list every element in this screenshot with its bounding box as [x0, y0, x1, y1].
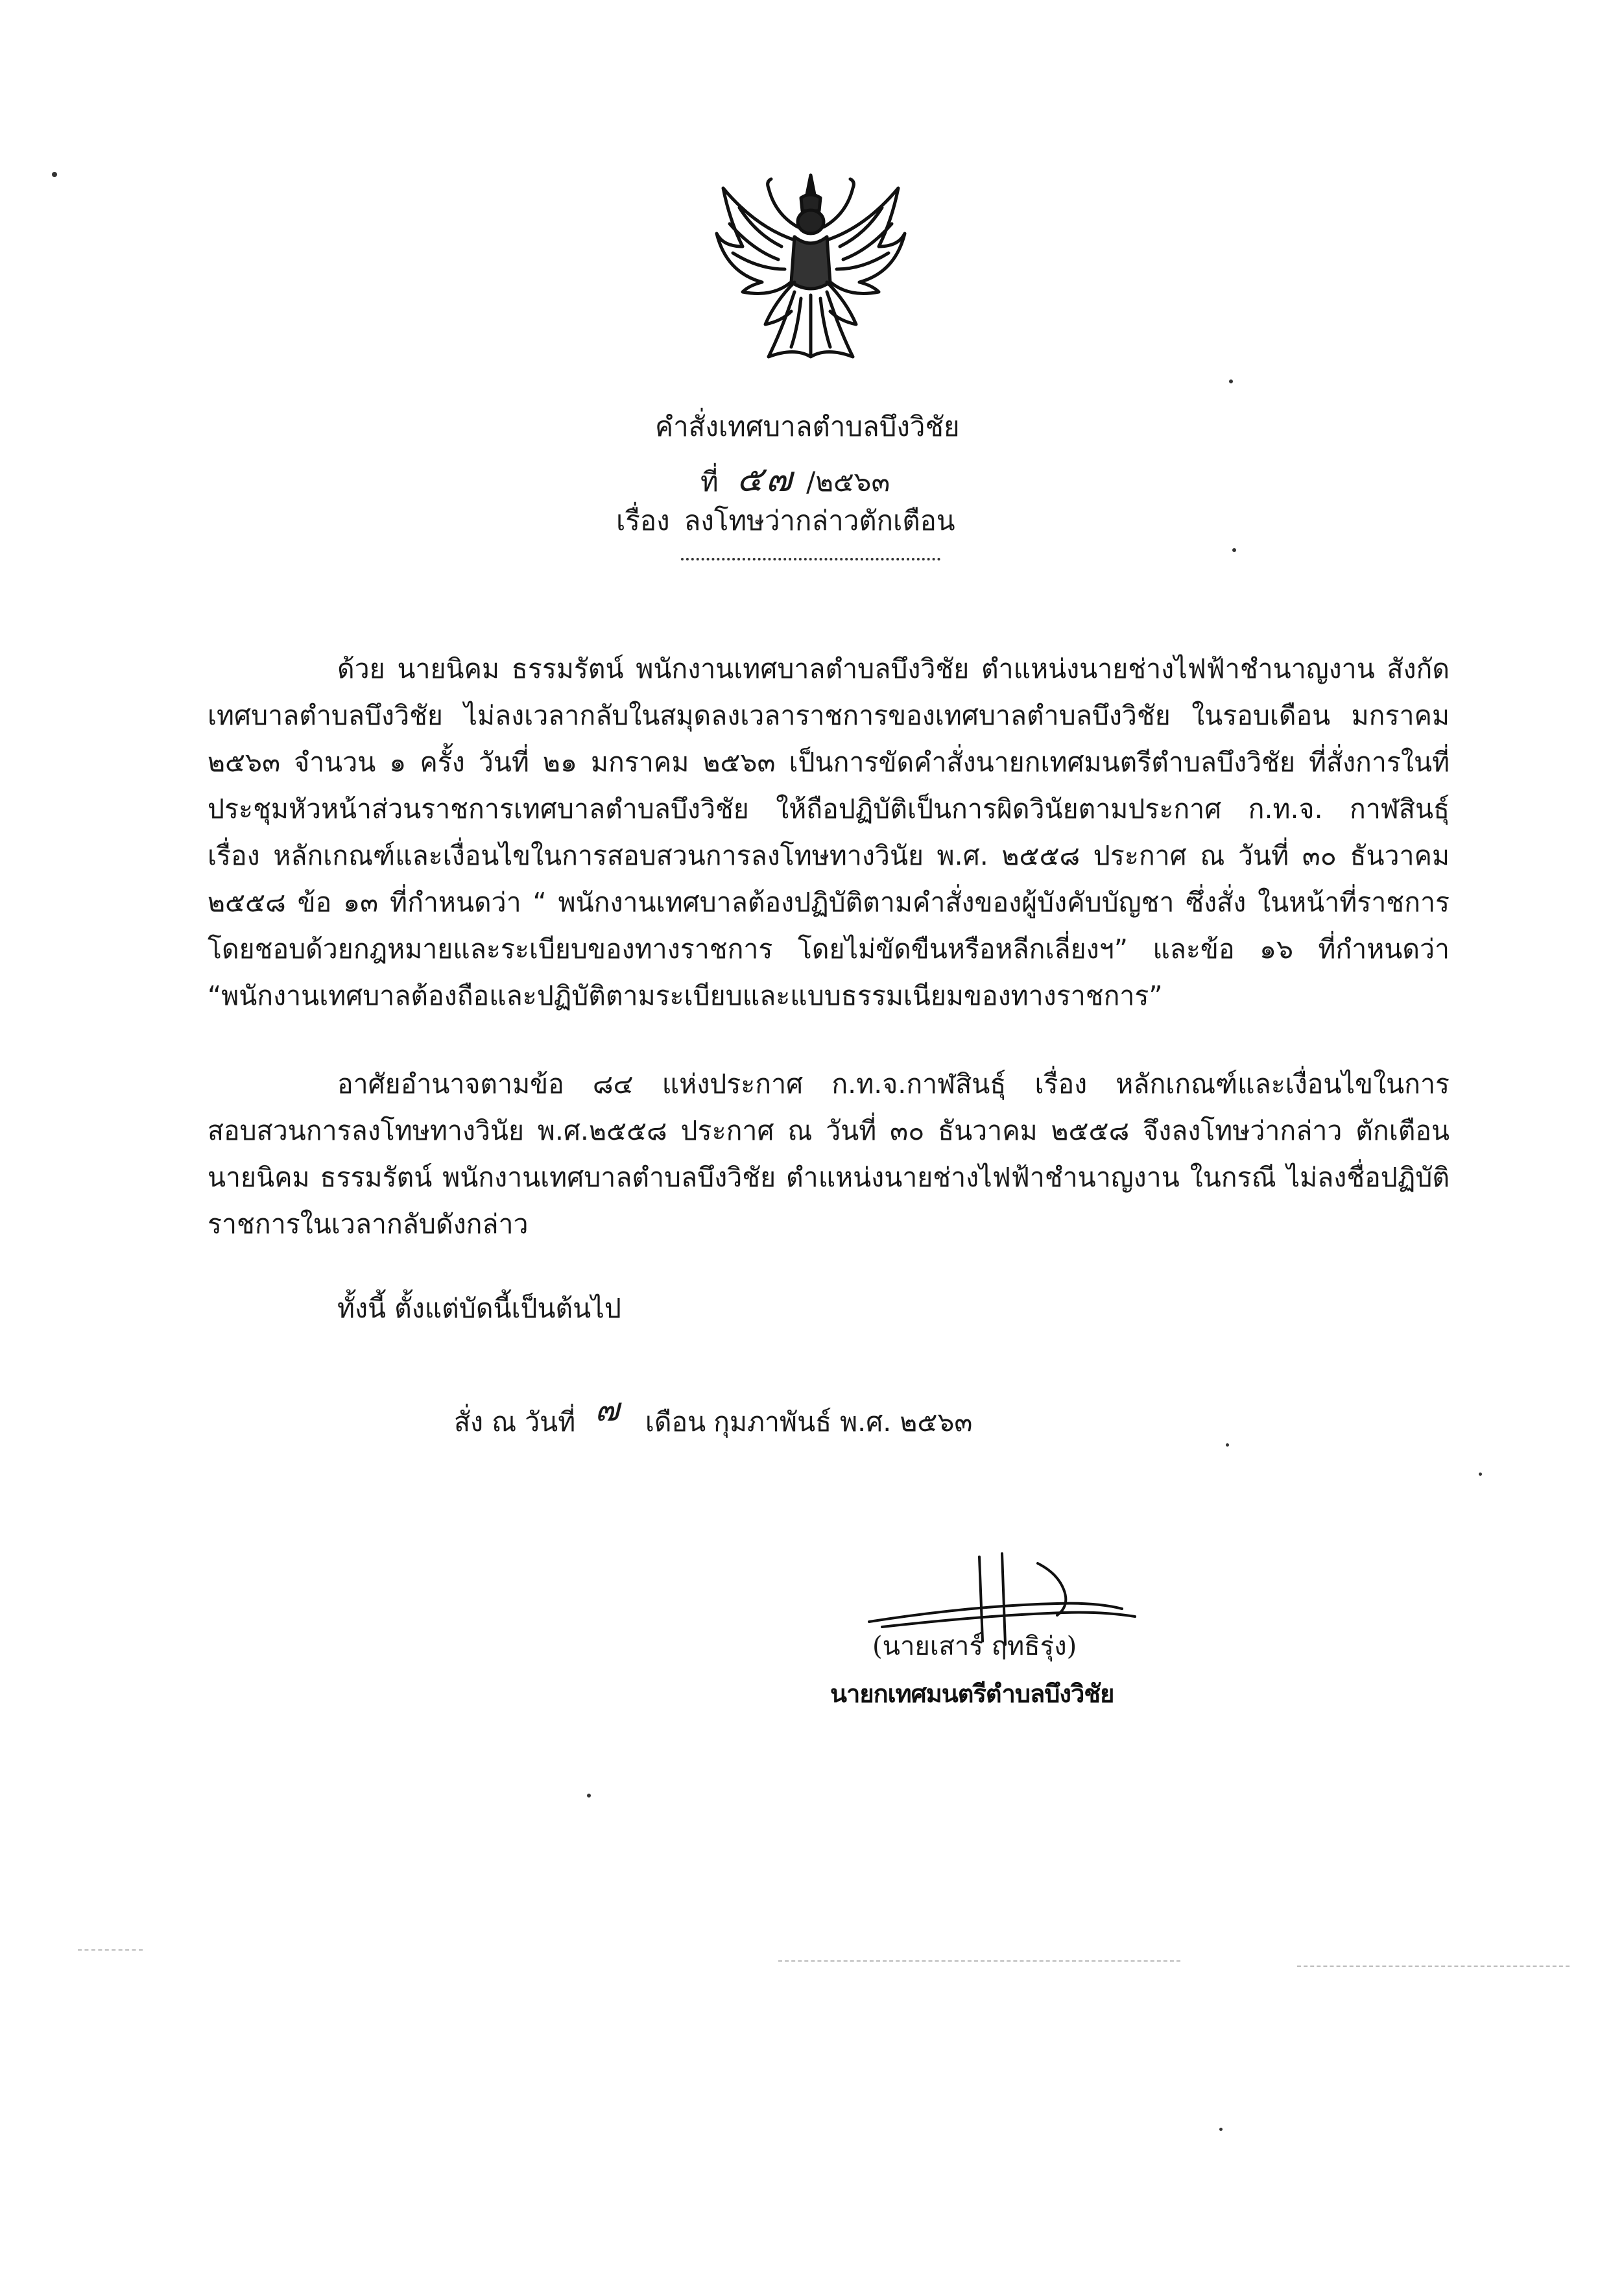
body-paragraph-1-text: ด้วย นายนิคม ธรรมรัตน์ พนักงานเทศบาลตำบลบึงวิชัย ตำแหน่งนายช่างไฟฟ้าชำนาญงาน สังกัดเทศบาลตำบลบึงวิชัย ไม่ลงเวลากลับในสมุดลงเวลาราชการของเทศบาลตำบลบึงวิชัย ในรอบเดือน มกราคม ๒๕๖๓ จำนวน ๑ ครั้ง วันที่ ๒๑ มกราคม ๒๕๖๓ เป็นการขัดคำสั่งนายกเทศมนตรีตำบลบึงวิชัย ที่สั่งการในที่ประชุมหัวหน้าส่วนราชการเทศบาลตำบลบึงวิชัย ให้ถือปฏิบัติเป็นการผิดวินัยตามประกาศ ก.ท.จ. กาฬสินธุ์ เรื่อง หลักเกณฑ์และเงื่อนไขในการสอบสวนการลงโทษทางวินัย พ.ศ. ๒๕๕๘ ประกาศ ณ วันที่ ๓๐ ธันวาคม ๒๕๕๘ ข้อ ๑๓ ที่กำหนดว่า “ พนักงานเทศบาลต้องปฏิบัติตามคำสั่งของผู้บังคับบัญชา ซึ่งสั่ง ในหน้าที่ราชการโดยชอบด้วยกฎหมายและระเบียบของทางราชการ โดยไม่ขัดขืนหรือหลีกเลี่ยงฯ” และข้อ ๑๖ ที่กำหนดว่า “พนักงานเทศบาลต้องถือและปฏิบัติตามระเบียบและแบบธรรมเนียมของทางราชการ” — [208, 653, 1450, 1011]
scan-speck — [587, 1794, 591, 1798]
order-title: คำสั่งเทศบาลตำบลบึงวิชัย — [655, 411, 960, 442]
order-number-handwritten: ๕๗ — [736, 459, 795, 499]
order-date-prefix: สั่ง ณ วันที่ — [454, 1406, 576, 1437]
order-date — [454, 1391, 973, 1446]
scan-speck — [1479, 1473, 1482, 1476]
scan-speck — [1219, 2128, 1223, 2131]
signer-name: (นายเสาร์ ฤทธิรุ่ง) — [872, 1631, 1077, 1661]
subject-label: เรื่อง — [616, 505, 670, 536]
scan-artifact-line — [78, 1949, 143, 1951]
order-subject — [616, 499, 955, 542]
signer-position-stamp: นายกเทศมนตรีตำบลบึงวิชัย — [830, 1679, 1114, 1708]
order-number-label: ที่ — [700, 466, 719, 498]
body-paragraph-3: ทั้งนี้ ตั้งแต่บัดนี้เป็นต้นไป — [337, 1293, 621, 1324]
subject-text: ลงโทษว่ากล่าวตักเตือน — [684, 505, 955, 536]
body-paragraph-1 — [208, 645, 1450, 1019]
scan-artifact-line — [1297, 1966, 1570, 1967]
body-paragraph-2-text: อาศัยอำนาจตามข้อ ๘๔ แห่งประกาศ ก.ท.จ.กาฬสินธุ์ เรื่อง หลักเกณฑ์และเงื่อนไขในการ สอบสวนการลงโทษทางวินัย พ.ศ.๒๕๕๘ ประกาศ ณ วันที่ ๓๐ ธันวาคม ๒๕๕๘ จึงลงโทษว่ากล่าว ตักเตือน นายนิคม ธรรมรัตน์ พนักงานเทศบาลตำบลบึงวิชัย ตำแหน่งนายช่างไฟฟ้าชำนาญงาน ในกรณี ไม่ลงชื่อปฏิบัติราชการในเวลากลับดังกล่าว — [208, 1068, 1450, 1240]
garuda-emblem — [704, 162, 918, 376]
scan-speck — [52, 172, 57, 177]
body-paragraph-2 — [208, 1061, 1450, 1247]
order-date-day-handwritten: ๗ — [595, 1391, 619, 1428]
scan-speck — [1229, 379, 1233, 383]
order-number — [700, 451, 890, 507]
order-date-month-label: เดือน — [645, 1406, 706, 1437]
scan-artifact-line — [778, 1960, 1180, 1962]
scan-speck — [1226, 1443, 1229, 1447]
heading-dotted-divider — [681, 558, 940, 560]
order-date-month-year: กุมภาพันธ์ พ.ศ. ๒๕๖๓ — [713, 1406, 973, 1437]
scan-speck — [1232, 548, 1236, 552]
order-number-year: /๒๕๖๓ — [806, 466, 890, 498]
